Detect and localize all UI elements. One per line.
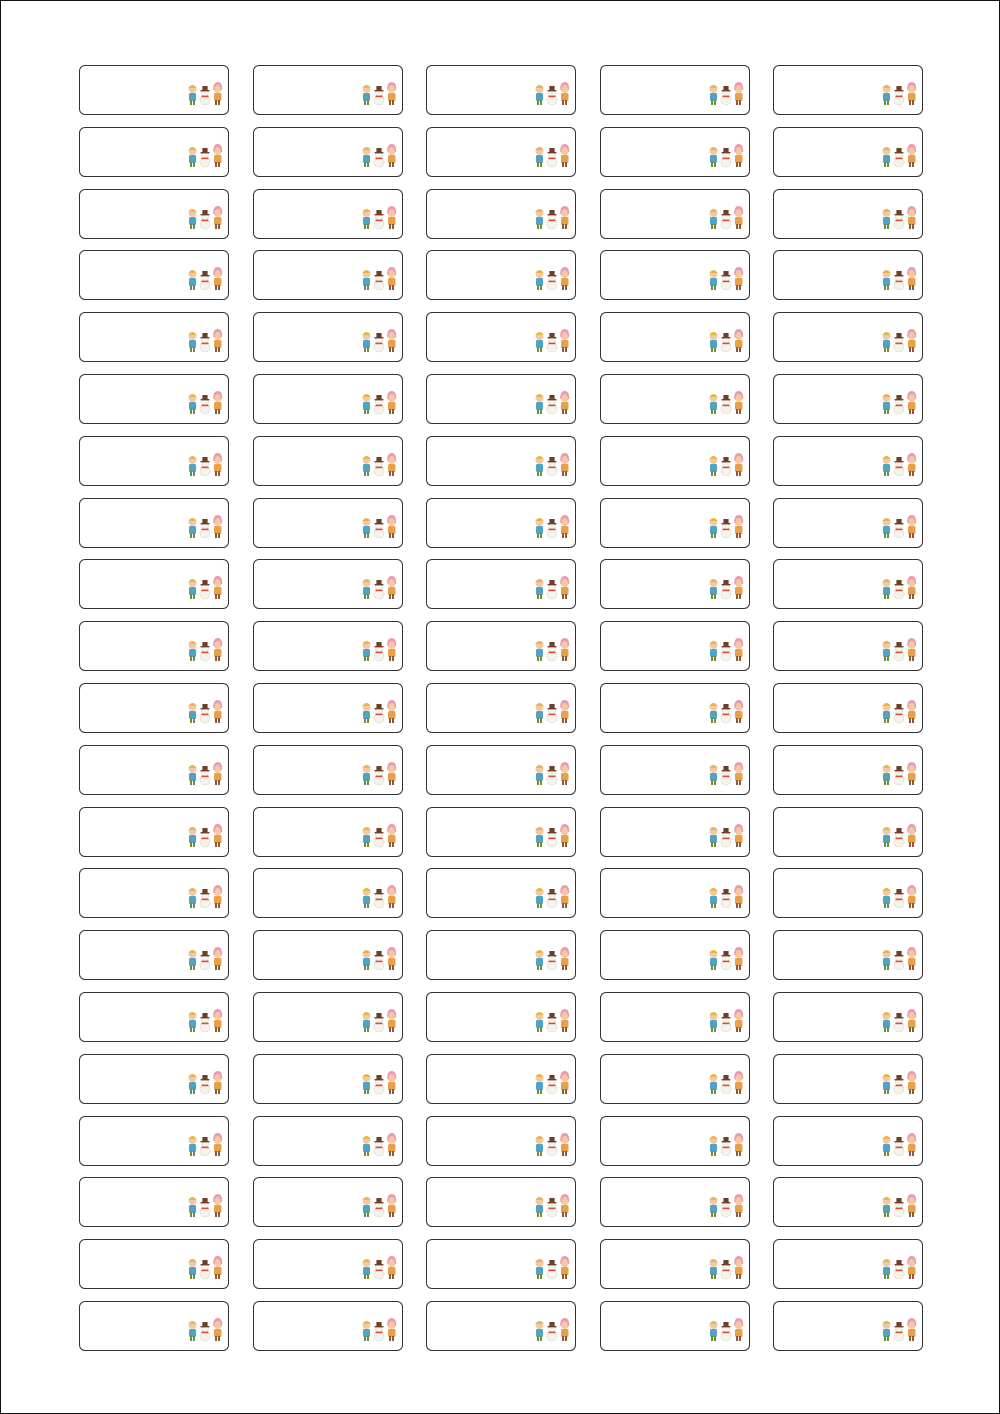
children-and-snowman-icon [360,1191,398,1219]
children-and-snowman-icon [533,1253,571,1281]
children-and-snowman-icon [880,512,918,540]
name-label [426,1177,576,1227]
name-label [426,621,576,671]
children-and-snowman-icon [880,1068,918,1096]
children-and-snowman-icon [360,1315,398,1343]
name-label [253,374,403,424]
children-and-snowman-icon [707,821,745,849]
children-and-snowman-icon [186,141,224,169]
name-label [79,559,229,609]
name-label [79,374,229,424]
children-and-snowman-icon [533,203,571,231]
name-label [79,250,229,300]
name-label [253,745,403,795]
name-label [600,1239,750,1289]
children-and-snowman-icon [533,79,571,107]
children-and-snowman-icon [707,203,745,231]
name-label [253,65,403,115]
name-label [600,745,750,795]
name-label [773,498,923,548]
name-label [253,1239,403,1289]
name-label [600,559,750,609]
name-label [773,312,923,362]
name-label [426,250,576,300]
children-and-snowman-icon [360,882,398,910]
children-and-snowman-icon [186,821,224,849]
children-and-snowman-icon [533,821,571,849]
children-and-snowman-icon [360,512,398,540]
children-and-snowman-icon [707,573,745,601]
children-and-snowman-icon [533,141,571,169]
name-label [426,1239,576,1289]
name-label [426,374,576,424]
children-and-snowman-icon [186,264,224,292]
name-label [600,250,750,300]
children-and-snowman-icon [360,697,398,725]
name-label [253,1177,403,1227]
children-and-snowman-icon [360,450,398,478]
children-and-snowman-icon [533,1068,571,1096]
name-label [253,312,403,362]
children-and-snowman-icon [707,1191,745,1219]
name-label [426,992,576,1042]
name-label [773,1054,923,1104]
children-and-snowman-icon [707,1006,745,1034]
children-and-snowman-icon [186,326,224,354]
name-label [600,992,750,1042]
name-label [773,930,923,980]
children-and-snowman-icon [707,388,745,416]
name-label [79,1054,229,1104]
name-label [253,127,403,177]
name-label [426,127,576,177]
children-and-snowman-icon [186,635,224,663]
children-and-snowman-icon [360,1068,398,1096]
name-label [600,189,750,239]
name-label [600,621,750,671]
name-label [426,189,576,239]
children-and-snowman-icon [707,759,745,787]
name-label [426,868,576,918]
name-label [79,127,229,177]
children-and-snowman-icon [360,944,398,972]
children-and-snowman-icon [186,1006,224,1034]
name-label [79,1239,229,1289]
name-label [253,868,403,918]
name-label [253,992,403,1042]
children-and-snowman-icon [707,1130,745,1158]
name-label [426,559,576,609]
children-and-snowman-icon [533,326,571,354]
children-and-snowman-icon [707,141,745,169]
name-label [773,559,923,609]
children-and-snowman-icon [533,635,571,663]
name-label [79,312,229,362]
children-and-snowman-icon [880,821,918,849]
children-and-snowman-icon [186,759,224,787]
name-label [773,745,923,795]
children-and-snowman-icon [880,450,918,478]
name-label [253,683,403,733]
children-and-snowman-icon [880,1130,918,1158]
name-label [600,498,750,548]
name-label [773,992,923,1042]
children-and-snowman-icon [533,697,571,725]
name-label [426,683,576,733]
children-and-snowman-icon [533,882,571,910]
children-and-snowman-icon [360,203,398,231]
children-and-snowman-icon [186,697,224,725]
name-label [79,868,229,918]
name-label [79,189,229,239]
name-label [426,807,576,857]
children-and-snowman-icon [533,388,571,416]
children-and-snowman-icon [533,1130,571,1158]
children-and-snowman-icon [707,944,745,972]
name-label [253,1116,403,1166]
name-label [600,374,750,424]
children-and-snowman-icon [880,1006,918,1034]
children-and-snowman-icon [186,450,224,478]
children-and-snowman-icon [707,1315,745,1343]
children-and-snowman-icon [707,697,745,725]
name-label [600,1177,750,1227]
children-and-snowman-icon [186,388,224,416]
children-and-snowman-icon [707,1253,745,1281]
name-label [600,1301,750,1351]
name-label [79,498,229,548]
name-label [253,189,403,239]
name-label [79,745,229,795]
children-and-snowman-icon [880,759,918,787]
name-label [426,498,576,548]
children-and-snowman-icon [533,944,571,972]
children-and-snowman-icon [880,573,918,601]
name-label [773,1177,923,1227]
label-grid [79,65,923,1351]
children-and-snowman-icon [533,450,571,478]
name-label [773,1301,923,1351]
children-and-snowman-icon [533,1315,571,1343]
children-and-snowman-icon [186,1315,224,1343]
children-and-snowman-icon [360,264,398,292]
children-and-snowman-icon [880,1191,918,1219]
name-label [79,930,229,980]
name-label [600,868,750,918]
name-label [773,621,923,671]
children-and-snowman-icon [880,1315,918,1343]
children-and-snowman-icon [360,573,398,601]
name-label [79,436,229,486]
name-label [600,930,750,980]
name-label [600,127,750,177]
children-and-snowman-icon [880,944,918,972]
name-label [773,1239,923,1289]
name-label [773,436,923,486]
name-label [253,250,403,300]
name-label [600,436,750,486]
name-label [426,930,576,980]
children-and-snowman-icon [707,326,745,354]
children-and-snowman-icon [707,450,745,478]
name-label [773,1116,923,1166]
children-and-snowman-icon [186,203,224,231]
children-and-snowman-icon [360,1253,398,1281]
name-label [773,683,923,733]
name-label [773,189,923,239]
children-and-snowman-icon [186,944,224,972]
children-and-snowman-icon [880,326,918,354]
children-and-snowman-icon [880,882,918,910]
children-and-snowman-icon [880,1253,918,1281]
children-and-snowman-icon [186,1253,224,1281]
name-label [600,683,750,733]
name-label [253,498,403,548]
children-and-snowman-icon [707,79,745,107]
name-label [600,312,750,362]
name-label [426,65,576,115]
children-and-snowman-icon [360,141,398,169]
children-and-snowman-icon [707,882,745,910]
children-and-snowman-icon [533,1191,571,1219]
name-label [600,807,750,857]
children-and-snowman-icon [533,573,571,601]
name-label [253,621,403,671]
children-and-snowman-icon [880,79,918,107]
name-label [253,930,403,980]
name-label [79,65,229,115]
name-label [600,1054,750,1104]
children-and-snowman-icon [360,388,398,416]
name-label [253,559,403,609]
name-label [773,868,923,918]
children-and-snowman-icon [707,635,745,663]
name-label [600,1116,750,1166]
children-and-snowman-icon [707,512,745,540]
children-and-snowman-icon [880,141,918,169]
children-and-snowman-icon [360,1006,398,1034]
children-and-snowman-icon [186,1068,224,1096]
name-label [79,992,229,1042]
name-label [253,1301,403,1351]
children-and-snowman-icon [880,635,918,663]
children-and-snowman-icon [533,264,571,292]
children-and-snowman-icon [186,882,224,910]
children-and-snowman-icon [186,1191,224,1219]
children-and-snowman-icon [186,1130,224,1158]
name-label [773,807,923,857]
name-label [773,127,923,177]
children-and-snowman-icon [360,79,398,107]
children-and-snowman-icon [533,759,571,787]
name-label [600,65,750,115]
name-label [253,436,403,486]
name-label [253,807,403,857]
name-label [426,745,576,795]
name-label [773,250,923,300]
name-label [253,1054,403,1104]
name-label [773,374,923,424]
name-label [79,1116,229,1166]
name-label [79,1177,229,1227]
children-and-snowman-icon [880,264,918,292]
name-label [426,1054,576,1104]
name-label [79,807,229,857]
children-and-snowman-icon [533,512,571,540]
children-and-snowman-icon [533,1006,571,1034]
children-and-snowman-icon [360,1130,398,1158]
children-and-snowman-icon [707,1068,745,1096]
children-and-snowman-icon [880,697,918,725]
children-and-snowman-icon [186,573,224,601]
name-label [79,683,229,733]
children-and-snowman-icon [360,326,398,354]
children-and-snowman-icon [880,388,918,416]
name-label [426,436,576,486]
name-label [79,621,229,671]
name-label [773,65,923,115]
children-and-snowman-icon [707,264,745,292]
children-and-snowman-icon [186,79,224,107]
children-and-snowman-icon [360,821,398,849]
children-and-snowman-icon [360,635,398,663]
name-label [79,1301,229,1351]
name-label [426,1301,576,1351]
name-label [426,312,576,362]
children-and-snowman-icon [360,759,398,787]
children-and-snowman-icon [880,203,918,231]
children-and-snowman-icon [186,512,224,540]
name-label [426,1116,576,1166]
